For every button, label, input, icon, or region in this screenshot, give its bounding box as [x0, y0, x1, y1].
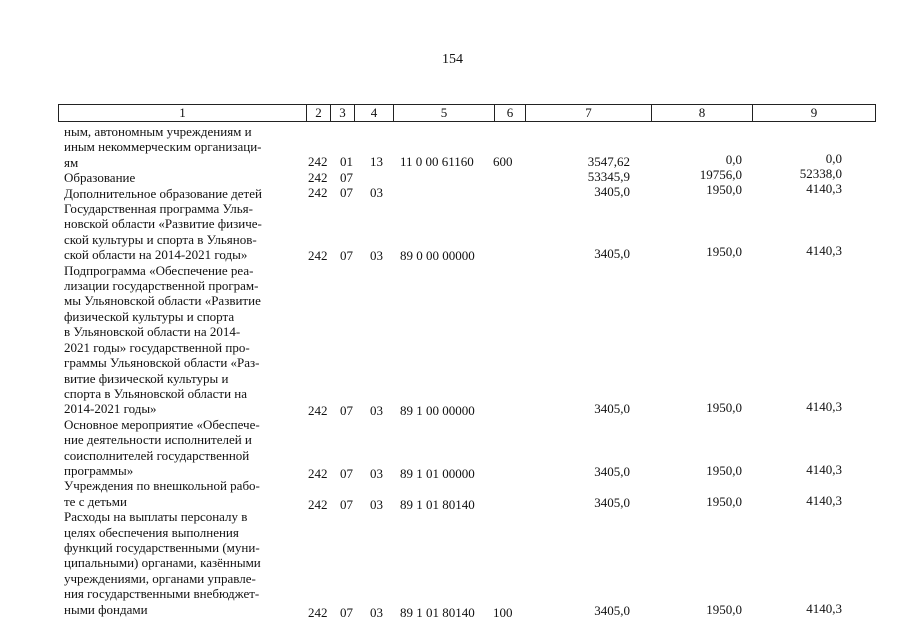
cell-col3: 07 — [340, 605, 353, 620]
row-text: Основное мероприятие «Обеспече- ние деятельности исполнителей и соисполнителей государственной программы» — [64, 416, 260, 478]
cell-col7: 3405,0 — [594, 603, 630, 618]
cell-col3: 07 — [340, 170, 353, 185]
cell-col5: 89 1 01 00000 — [400, 466, 475, 481]
cell-col7: 3405,0 — [594, 401, 630, 416]
cell-col8: 1950,0 — [706, 494, 742, 509]
row-text: Подпрограмма «Обеспечение реа- лизации государственной програм- мы Ульяновской области «Развитие физической культуры и спорта в Ульяновской области на 2014- 2021 годы» государственной про- граммы Ульяновской области «Раз- витие физической культуры и спорта в Ульяновской области на 2014-2021 годы» — [64, 262, 261, 417]
cell-col8: 0,0 — [725, 152, 742, 167]
cell-col2: 242 — [308, 466, 328, 481]
row-text: Образование — [64, 170, 136, 186]
cell-col4: 03 — [370, 403, 383, 418]
cell-col9: 4140,3 — [806, 601, 842, 616]
header-col-9: 9 — [752, 105, 875, 121]
cell-col9: 4140,3 — [806, 181, 842, 196]
header-col-5: 5 — [393, 105, 494, 121]
header-col-1: 1 — [179, 105, 186, 120]
cell-col8: 1950,0 — [706, 244, 742, 259]
cell-col3: 07 — [340, 466, 353, 481]
row-text: Государственная программа Улья- новской области «Развитие физиче- ской культуры и спорта в Ульянов- ской области на 2014-2021 годы» — [64, 201, 262, 263]
cell-col7: 3405,0 — [594, 464, 630, 479]
cell-col9: 52338,0 — [799, 166, 842, 181]
header-col-7: 7 — [525, 105, 651, 121]
cell-col4: 03 — [370, 497, 383, 512]
cell-col4: 03 — [370, 605, 383, 620]
cell-col3: 01 — [340, 154, 353, 169]
cell-col2: 242 — [308, 403, 328, 418]
description-column — [64, 124, 302, 617]
cell-col8: 19756,0 — [699, 167, 742, 182]
cell-col8: 1950,0 — [706, 400, 742, 415]
cell-col3: 07 — [340, 248, 353, 263]
cell-col7: 3405,0 — [594, 246, 630, 261]
row-text: Расходы на выплаты персоналу в целях обеспечения выполнения функций государственными (муни- ципальными) органами, казёнными учреждениями, органами управле- ния государственными внебюджет- ными фондами — [64, 509, 261, 617]
cell-col7: 53345,9 — [587, 169, 630, 184]
cell-col7: 3405,0 — [594, 495, 630, 510]
cell-col5: 11 0 00 61160 — [400, 154, 474, 169]
cell-col4: 03 — [370, 185, 383, 200]
cell-col3: 07 — [340, 185, 353, 200]
row-text: ным, автономным учреждениям и иным некоммерческим организаци- ям — [64, 124, 262, 170]
cell-col2: 242 — [308, 248, 328, 263]
cell-col9: 4140,3 — [806, 493, 842, 508]
cell-col3: 07 — [340, 403, 353, 418]
cell-col5: 89 1 01 80140 — [400, 497, 475, 512]
header-col-3: 3 — [330, 105, 354, 121]
cell-col5: 89 1 00 00000 — [400, 403, 475, 418]
header-col-8: 8 — [651, 105, 752, 121]
table-header — [58, 104, 876, 122]
cell-col2: 242 — [308, 170, 328, 185]
cell-col8: 1950,0 — [706, 182, 742, 197]
cell-col6: 100 — [493, 605, 513, 620]
cell-col5: 89 1 01 80140 — [400, 605, 475, 620]
cell-col2: 242 — [308, 185, 328, 200]
row-text: Учреждения по внешкольной рабо- те с детьми — [64, 478, 260, 509]
cell-col2: 242 — [308, 605, 328, 620]
cell-col7: 3547,62 — [587, 154, 630, 169]
cell-col5: 89 0 00 00000 — [400, 248, 475, 263]
cell-col6: 600 — [493, 154, 513, 169]
cell-col8: 1950,0 — [706, 602, 742, 617]
cell-col4: 13 — [370, 154, 383, 169]
cell-col9: 4140,3 — [806, 243, 842, 258]
cell-col9: 4140,3 — [806, 462, 842, 477]
cell-col9: 4140,3 — [806, 399, 842, 414]
cell-col2: 242 — [308, 154, 328, 169]
cell-col4: 03 — [370, 248, 383, 263]
cell-col4: 03 — [370, 466, 383, 481]
page-number: 154 — [442, 52, 463, 67]
header-col-4: 4 — [354, 105, 393, 121]
header-col-2: 2 — [306, 105, 330, 121]
header-col-6: 6 — [494, 105, 525, 121]
row-text: Дополнительное образование детей — [64, 185, 262, 201]
cell-col3: 07 — [340, 497, 353, 512]
cell-col9: 0,0 — [825, 151, 842, 166]
cell-col2: 242 — [308, 497, 328, 512]
cell-col8: 1950,0 — [706, 463, 742, 478]
cell-col7: 3405,0 — [594, 184, 630, 199]
